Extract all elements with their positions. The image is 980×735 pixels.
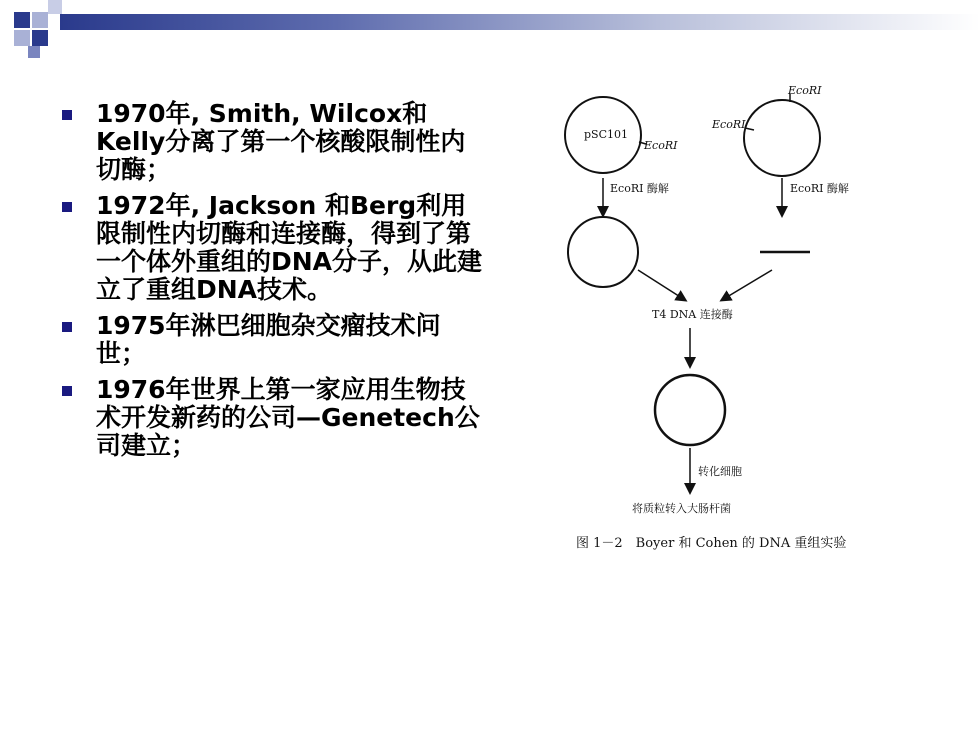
opened-plasmid-circle <box>568 217 638 287</box>
header-square-low <box>28 46 40 58</box>
bullet-square-icon <box>62 202 72 212</box>
bullet-square-icon <box>62 110 72 120</box>
header-square-small <box>32 30 48 46</box>
ligase-label: T4 DNA 连接酶 <box>652 308 733 321</box>
bullet-square-icon <box>62 322 72 332</box>
transform-label: 转化细胞 <box>698 465 742 478</box>
bullet-list <box>58 100 488 468</box>
bullet-item <box>58 100 488 184</box>
donor-dna-circle <box>744 100 820 176</box>
ecori-top-label: EcoRI <box>788 84 822 97</box>
bullet-item <box>58 312 488 368</box>
bullet-item <box>58 192 488 304</box>
ecori-left-label: EcoRI <box>712 118 746 131</box>
bullet-item <box>58 376 488 460</box>
figure-caption: 图 1－2 Boyer 和 Cohen 的 DNA 重组实验 <box>576 536 847 551</box>
bullet-text: 1972年, Jackson 和Berg利用限制性内切酶和连接酶，得到了第一个体外重组的DNA分子，从此建立了重组DNA技术。 <box>96 191 483 304</box>
digest-left-label: EcoRI 酶解 <box>610 182 669 195</box>
converge-arrow-right <box>722 270 772 300</box>
recombinant-dna-figure <box>540 80 870 560</box>
plasmid-label: pSC101 <box>584 128 628 141</box>
bullet-text: 1976年世界上第一家应用生物技术开发新药的公司—Genetech公司建立； <box>96 375 480 460</box>
header-square-mid <box>14 30 30 46</box>
recombinant-plasmid-circle <box>655 375 725 445</box>
header-square-dark <box>14 12 30 28</box>
into-ecoli-label: 将质粒转入大肠杆菌 <box>632 502 731 515</box>
bullet-text: 1970年, Smith, Wilcox和Kelly分离了第一个核酸限制性内切酶； <box>96 99 466 184</box>
header-gradient-bar <box>60 14 980 30</box>
converge-arrow-left <box>638 270 685 300</box>
bullet-square-icon <box>62 386 72 396</box>
header-square-accent <box>48 0 62 14</box>
digest-right-label: EcoRI 酶解 <box>790 182 849 195</box>
header-square-light <box>32 12 48 28</box>
bullet-text: 1975年淋巴细胞杂交瘤技术问世； <box>96 311 441 368</box>
diagram-svg <box>540 80 870 530</box>
ecori-plasmid-label: EcoRI <box>644 139 678 152</box>
ecori-left-mark <box>745 128 754 130</box>
